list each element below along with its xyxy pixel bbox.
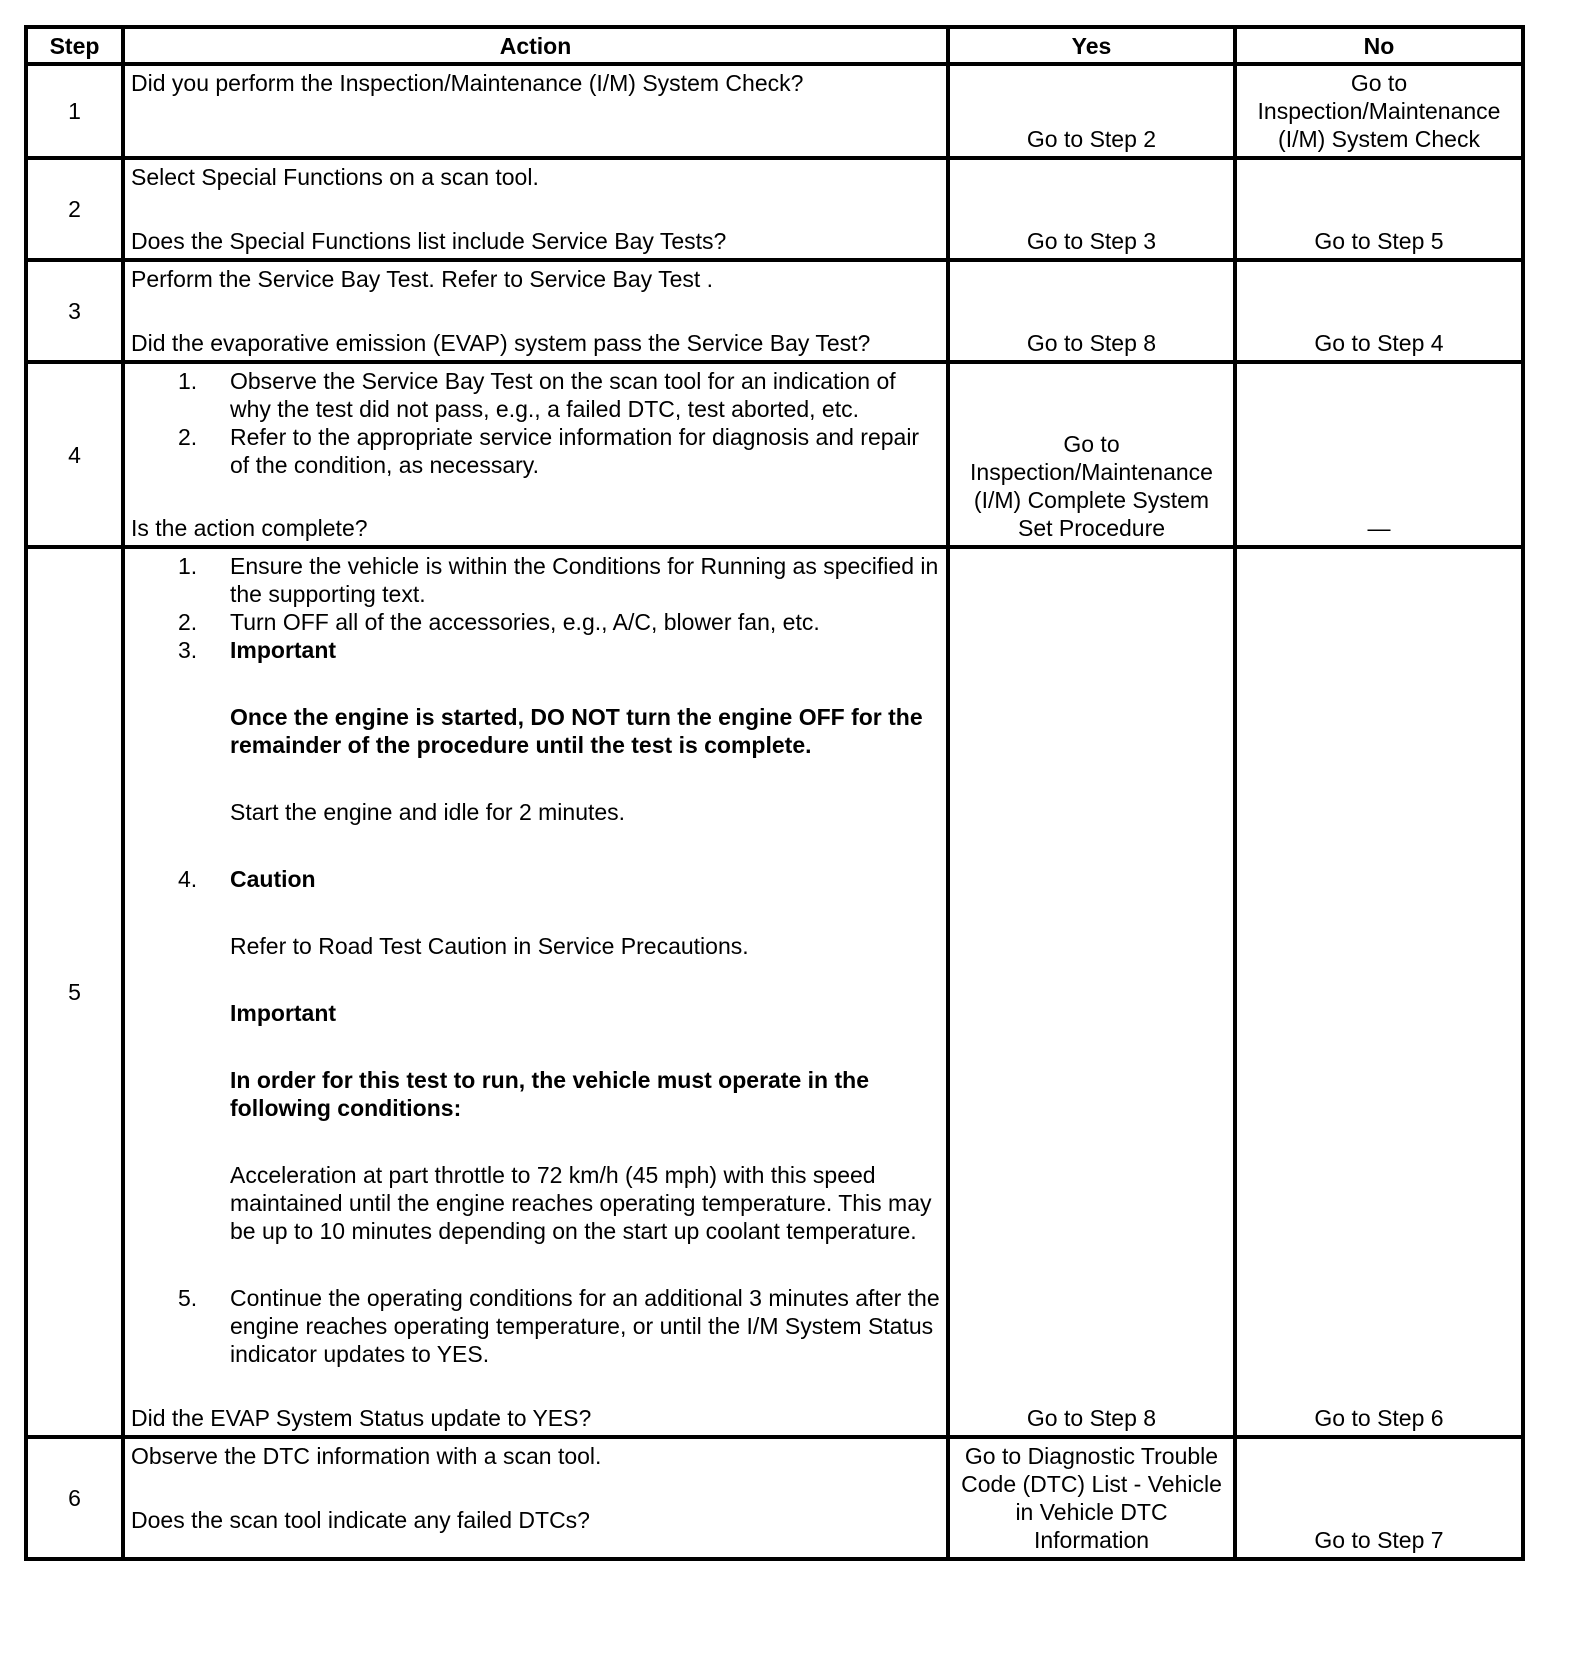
- action-question: Does the scan tool indicate any failed DTCs?: [131, 1507, 590, 1533]
- yes-result: Go to Diagnostic Trouble Code (DTC) List - Vehicle in Vehicle DTC Information: [948, 1437, 1235, 1559]
- item-text: Start the engine and idle for 2 minutes.: [230, 799, 626, 825]
- no-result: —: [1235, 362, 1523, 547]
- list-item: [131, 423, 940, 479]
- header-row: [26, 27, 1523, 64]
- caution-label: Caution: [230, 866, 316, 892]
- header-yes: Yes: [948, 27, 1235, 64]
- list-item: [131, 367, 940, 423]
- action-cell: [123, 547, 948, 1437]
- no-result: Go to Inspection/Maintenance (I/M) System Check: [1235, 64, 1523, 158]
- item-number: 2.: [178, 424, 198, 450]
- action-list: [131, 367, 940, 479]
- important-label: Important: [230, 1000, 337, 1026]
- item-number: 2.: [178, 609, 198, 635]
- action-question: Did the EVAP System Status update to YES?: [131, 1405, 592, 1431]
- list-item: [131, 552, 940, 608]
- step-number: 1: [26, 64, 123, 158]
- action-text: Select Special Functions on a scan tool.: [131, 164, 539, 190]
- item-number: 3.: [178, 637, 198, 663]
- action-question: Did the evaporative emission (EVAP) system pass the Service Bay Test?: [131, 330, 871, 356]
- item-number: 1.: [178, 368, 198, 394]
- item-text: Observe the Service Bay Test on the scan tool for an indication of why the test did not pass, e.g., a failed DTC, test aborted, etc.: [230, 368, 896, 422]
- table-row-step-2: [26, 158, 1523, 260]
- action-cell: [123, 158, 948, 260]
- no-result: Go to Step 5: [1235, 158, 1523, 260]
- step-number: 6: [26, 1437, 123, 1559]
- action-cell: [123, 1437, 948, 1559]
- important-note: Once the engine is started, DO NOT turn the engine OFF for the remainder of the procedure until the test is complete.: [230, 704, 923, 758]
- item-text: Acceleration at part throttle to 72 km/h (45 mph) with this speed maintained until the engine reaches operating temperature. This may be up to 10 minutes depending on the start up coolant temperature.: [230, 1162, 932, 1244]
- yes-result: Go to Step 8: [948, 547, 1235, 1437]
- action-cell: [123, 260, 948, 362]
- step-number: 5: [26, 547, 123, 1437]
- item-number: 1.: [178, 553, 198, 579]
- item-text: Refer to the appropriate service information for diagnosis and repair of the condition, as necessary.: [230, 424, 920, 478]
- header-action: Action: [123, 27, 948, 64]
- yes-result: Go to Inspection/Maintenance (I/M) Complete System Set Procedure: [948, 362, 1235, 547]
- yes-result: Go to Step 3: [948, 158, 1235, 260]
- action-question: Is the action complete?: [131, 515, 368, 541]
- diagnostic-procedure-table: [24, 25, 1525, 1561]
- action-cell: [123, 362, 948, 547]
- header-step: Step: [26, 27, 123, 64]
- item-text: Continue the operating conditions for an additional 3 minutes after the engine reaches operating temperature, or until the I/M System Status indicator updates to YES.: [230, 1285, 940, 1367]
- caution-text: Refer to Road Test Caution in Service Precautions.: [230, 933, 749, 959]
- table-row-step-6: [26, 1437, 1523, 1559]
- yes-result: Go to Step 8: [948, 260, 1235, 362]
- no-result: Go to Step 4: [1235, 260, 1523, 362]
- list-item: [131, 1284, 940, 1368]
- action-list: [131, 552, 940, 1368]
- table-row-step-5: [26, 547, 1523, 1437]
- item-number: 5.: [178, 1285, 198, 1311]
- table-row-step-3: [26, 260, 1523, 362]
- yes-result: Go to Step 2: [948, 64, 1235, 158]
- action-text: Perform the Service Bay Test. Refer to Service Bay Test .: [131, 266, 714, 292]
- item-text: Turn OFF all of the accessories, e.g., A/C, blower fan, etc.: [230, 609, 820, 635]
- list-item: [131, 636, 940, 865]
- action-question: Does the Special Functions list include Service Bay Tests?: [131, 228, 727, 254]
- step-number: 4: [26, 362, 123, 547]
- header-no: No: [1235, 27, 1523, 64]
- important-label: Important: [230, 637, 337, 663]
- important-note: In order for this test to run, the vehicle must operate in the following conditions:: [230, 1067, 869, 1121]
- action-text: Observe the DTC information with a scan tool.: [131, 1443, 602, 1469]
- list-item: [131, 865, 940, 1284]
- item-text: Ensure the vehicle is within the Conditions for Running as specified in the supporting text.: [230, 553, 939, 607]
- table-row-step-1: [26, 64, 1523, 158]
- table-row-step-4: [26, 362, 1523, 547]
- step-number: 3: [26, 260, 123, 362]
- list-item: [131, 608, 940, 636]
- no-result: Go to Step 7: [1235, 1437, 1523, 1559]
- item-number: 4.: [178, 866, 198, 892]
- action-text: Did you perform the Inspection/Maintenance (I/M) System Check?: [123, 64, 948, 158]
- no-result: Go to Step 6: [1235, 547, 1523, 1437]
- step-number: 2: [26, 158, 123, 260]
